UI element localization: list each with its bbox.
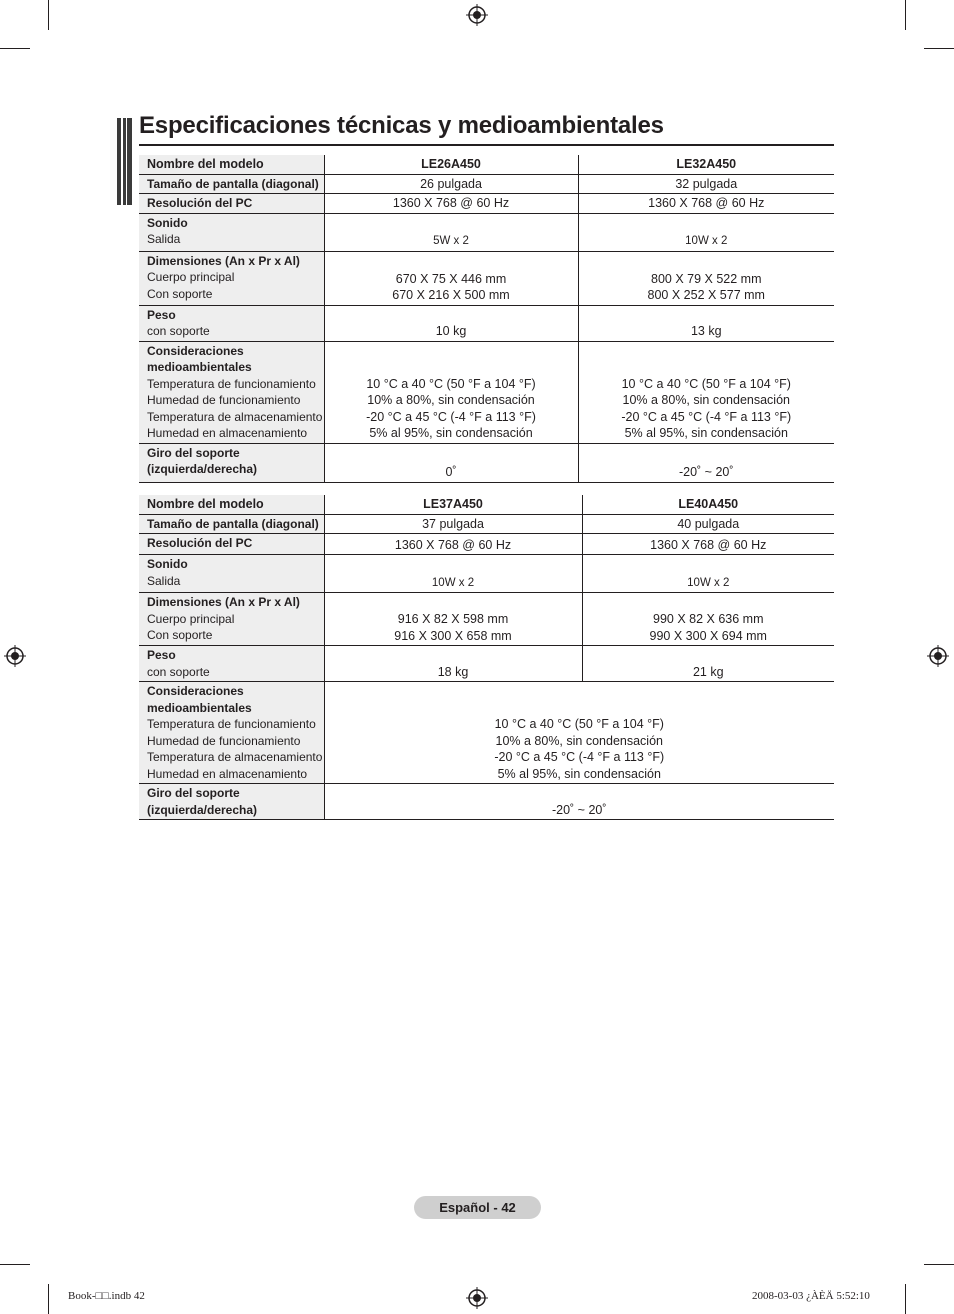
table-row <box>139 784 834 820</box>
page-number-badge: Español - 42 <box>414 1196 541 1219</box>
table-row <box>139 174 834 194</box>
model-name: LE37A450 <box>324 495 582 514</box>
cell-value: 18 kg <box>324 646 582 682</box>
table-row <box>139 495 834 514</box>
model-name: LE32A450 <box>578 155 834 174</box>
table-row <box>139 213 834 251</box>
cell-value: 1360 X 768 @ 60 Hz <box>324 194 578 214</box>
row-label: Tamaño de pantalla (diagonal) <box>139 514 324 534</box>
page-title: Especificaciones técnicas y medioambientales <box>139 112 664 139</box>
table-row <box>139 593 834 646</box>
cell-value: -20˚ ~ 20˚ <box>324 784 834 820</box>
table-row <box>139 682 834 784</box>
cell-value: 40 pulgada <box>582 514 834 534</box>
row-label: Giro del soporte (izquierda/derecha) <box>139 443 324 482</box>
title-rule <box>139 144 834 146</box>
row-label: Consideraciones medioambientales Temperatura de funcionamiento Humedad de funcionamiento Temperatura de almacenamiento Humedad en almacenamiento <box>139 341 324 443</box>
cell-value: 0˚ <box>324 443 578 482</box>
cell-value: 10 °C a 40 °C (50 °F a 104 °F) 10% a 80%, sin condensación -20 °C a 45 °C (-4 °F a 113 °F) 5% al 95%, sin condensación <box>324 682 834 784</box>
cell-value: 990 X 82 X 636 mm 990 X 300 X 694 mm <box>582 593 834 646</box>
cell-value: 916 X 82 X 598 mm 916 X 300 X 658 mm <box>324 593 582 646</box>
crop-mark <box>0 1264 30 1265</box>
cell-value: 10 °C a 40 °C (50 °F a 104 °F) 10% a 80%, sin condensación -20 °C a 45 °C (-4 °F a 113 °F) 5% al 95%, sin condensación <box>324 341 578 443</box>
table-row <box>139 341 834 443</box>
row-label: Nombre del modelo <box>139 495 324 514</box>
model-name: LE40A450 <box>582 495 834 514</box>
table-row <box>139 194 834 214</box>
crop-mark <box>48 1284 49 1314</box>
row-label: Dimensiones (An x Pr x Al) Cuerpo principal Con soporte <box>139 251 324 305</box>
cell-value: 10 kg <box>324 305 578 341</box>
table-row <box>139 251 834 305</box>
cell-value: 13 kg <box>578 305 834 341</box>
table-row <box>139 155 834 174</box>
spec-table-1 <box>139 155 834 483</box>
crop-mark <box>0 48 30 49</box>
row-label: Resolución del PC <box>139 194 324 214</box>
model-name: LE26A450 <box>324 155 578 174</box>
registration-mark-icon <box>927 645 949 667</box>
row-label: Tamaño de pantalla (diagonal) <box>139 174 324 194</box>
registration-mark-icon <box>4 645 26 667</box>
row-label: Giro del soporte (izquierda/derecha) <box>139 784 324 820</box>
crop-mark <box>924 1264 954 1265</box>
cell-value: 5W x 2 <box>324 213 578 251</box>
row-label: Dimensiones (An x Pr x Al) Cuerpo principal Con soporte <box>139 593 324 646</box>
cell-value: 32 pulgada <box>578 174 834 194</box>
spec-table-2 <box>139 495 834 820</box>
table-row <box>139 514 834 534</box>
cell-value: 10W x 2 <box>582 555 834 593</box>
cell-value: 1360 X 768 @ 60 Hz <box>324 534 582 555</box>
cell-value: 37 pulgada <box>324 514 582 534</box>
cell-value: 26 pulgada <box>324 174 578 194</box>
row-label: Peso con soporte <box>139 305 324 341</box>
cell-value: -20˚ ~ 20˚ <box>578 443 834 482</box>
row-label: Nombre del modelo <box>139 155 324 174</box>
cell-value: 10 °C a 40 °C (50 °F a 104 °F) 10% a 80%, sin condensación -20 °C a 45 °C (-4 °F a 113 °F) 5% al 95%, sin condensación <box>578 341 834 443</box>
cell-value: 10W x 2 <box>578 213 834 251</box>
registration-mark-icon <box>466 1287 488 1309</box>
crop-mark <box>924 48 954 49</box>
row-label: Sonido Salida <box>139 555 324 593</box>
cell-value: 670 X 75 X 446 mm 670 X 216 X 500 mm <box>324 251 578 305</box>
row-label: Resolución del PC <box>139 534 324 555</box>
row-label: Sonido Salida <box>139 213 324 251</box>
crop-mark <box>905 0 906 30</box>
table-row <box>139 443 834 482</box>
cell-value: 10W x 2 <box>324 555 582 593</box>
print-info-left: Book-□□.indb 42 <box>68 1290 145 1302</box>
table-row <box>139 646 834 682</box>
row-label: Consideraciones medioambientales Temperatura de funcionamiento Humedad de funcionamiento Temperatura de almacenamiento Humedad en almacenamiento <box>139 682 324 784</box>
title-accent-bar <box>117 118 132 205</box>
table-row <box>139 555 834 593</box>
cell-value: 800 X 79 X 522 mm 800 X 252 X 577 mm <box>578 251 834 305</box>
print-info-right: 2008-03-03 ¿ÀÈÄ 5:52:10 <box>752 1290 870 1302</box>
cell-value: 1360 X 768 @ 60 Hz <box>578 194 834 214</box>
cell-value: 1360 X 768 @ 60 Hz <box>582 534 834 555</box>
table-row <box>139 534 834 555</box>
table-row <box>139 305 834 341</box>
registration-mark-icon <box>466 4 488 26</box>
row-label: Peso con soporte <box>139 646 324 682</box>
cell-value: 21 kg <box>582 646 834 682</box>
crop-mark <box>905 1284 906 1314</box>
crop-mark <box>48 0 49 30</box>
